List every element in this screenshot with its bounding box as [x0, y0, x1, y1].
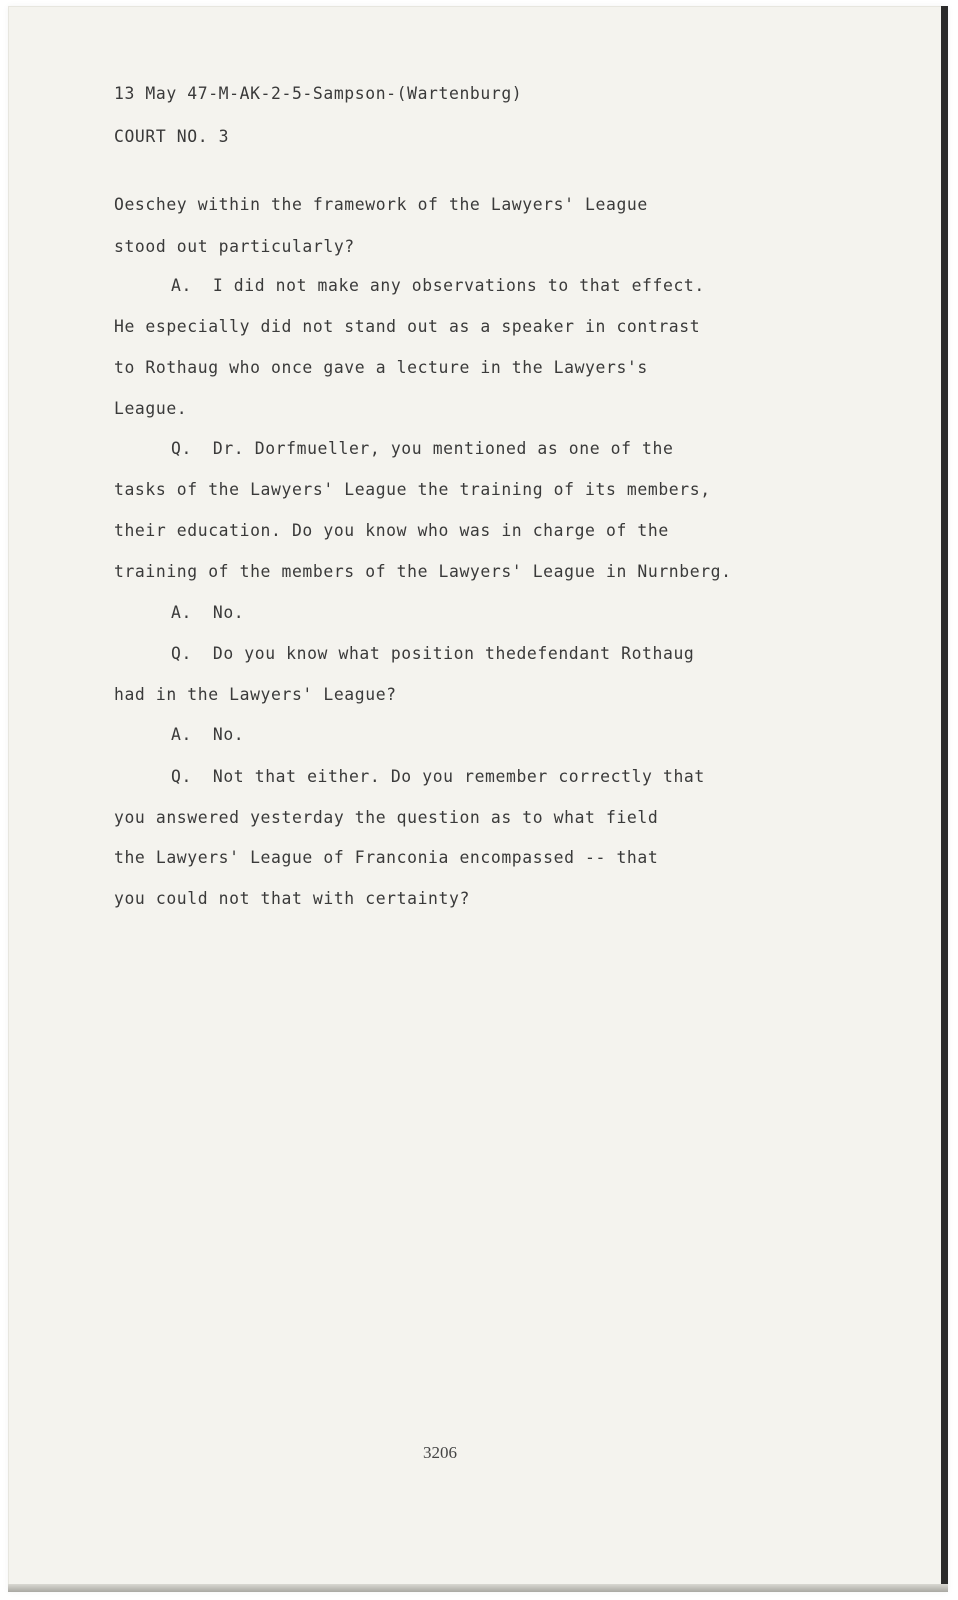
scan-edge-bottom	[8, 1584, 948, 1592]
text-line: Oeschey within the framework of the Lawyers' League	[114, 195, 648, 214]
text-line: you could not that with certainty?	[114, 889, 470, 908]
text-line: to Rothaug who once gave a lecture in the Lawyers's	[114, 358, 648, 377]
text-line: League.	[114, 399, 188, 418]
document-page	[8, 6, 948, 1592]
text-line: had in the Lawyers' League?	[114, 685, 397, 704]
answer-line: A. I did not make any observations to that effect.	[171, 276, 705, 295]
question-line: Q. Not that either. Do you remember correctly that	[171, 767, 705, 786]
scan-edge	[941, 6, 948, 1592]
question-line: Q. Do you know what position thedefendant Rothaug	[171, 644, 695, 663]
answer-line: A. No.	[171, 603, 245, 622]
page-number: 3206	[423, 1443, 457, 1462]
text-line: their education. Do you know who was in charge of the	[114, 521, 669, 540]
text-line: tasks of the Lawyers' League the training of its members,	[114, 480, 711, 499]
header-line: 13 May 47-M-AK-2-5-Sampson-(Wartenburg)	[114, 84, 523, 103]
court-number: COURT NO. 3	[114, 127, 230, 146]
text-line: training of the members of the Lawyers' League in Nurnberg.	[114, 562, 732, 581]
text-line: you answered yesterday the question as to what field	[114, 808, 659, 827]
text-line: the Lawyers' League of Franconia encompassed -- that	[114, 848, 659, 867]
text-line: He especially did not stand out as a speaker in contrast	[114, 317, 701, 336]
text-line: stood out particularly?	[114, 237, 355, 256]
answer-line: A. No.	[171, 725, 245, 744]
question-line: Q. Dr. Dorfmueller, you mentioned as one of the	[171, 439, 674, 458]
